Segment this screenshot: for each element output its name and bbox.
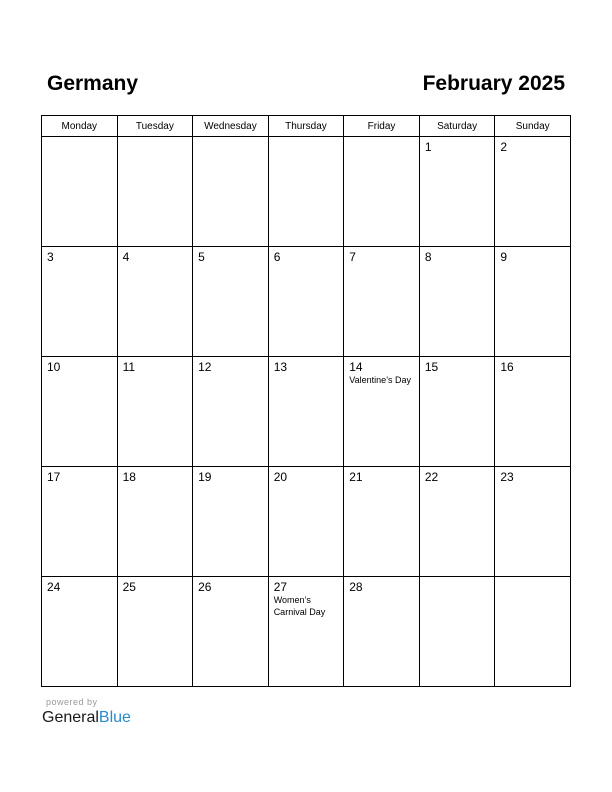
day-cell xyxy=(268,577,344,687)
day-number xyxy=(420,577,495,580)
weekday-header-sunday: Sunday xyxy=(495,116,571,137)
day-number xyxy=(193,137,268,140)
day-cell xyxy=(193,467,269,577)
day-number: 7 xyxy=(349,250,356,264)
powered-by-label: powered by xyxy=(46,697,98,707)
day-number: 9 xyxy=(500,250,508,264)
week-row-3 xyxy=(42,357,571,467)
day-number xyxy=(495,577,570,580)
day-cell xyxy=(42,357,118,467)
weekday-header-row xyxy=(42,116,571,137)
day-cell xyxy=(495,137,571,247)
day-cell xyxy=(495,577,571,687)
day-cell xyxy=(117,137,193,247)
day-cell xyxy=(193,577,269,687)
day-number: 8 xyxy=(424,250,432,264)
day-cell xyxy=(344,357,420,467)
day-number: 3 xyxy=(47,250,54,264)
day-number: 6 xyxy=(273,250,281,264)
day-number: 25 xyxy=(122,580,136,594)
day-number: 20 xyxy=(273,470,288,484)
day-cell xyxy=(344,577,420,687)
day-number: 10 xyxy=(47,360,61,374)
weekday-header-saturday: Saturday xyxy=(419,116,495,137)
day-cell xyxy=(268,357,344,467)
day-number xyxy=(344,137,419,140)
day-number: 21 xyxy=(349,470,363,484)
day-cell xyxy=(42,577,118,687)
day-cell xyxy=(117,357,193,467)
day-number xyxy=(269,137,344,140)
day-number: 26 xyxy=(198,580,212,594)
day-number: 28 xyxy=(349,580,363,594)
day-cell xyxy=(193,357,269,467)
logo-text-blue: Blue xyxy=(98,709,131,726)
week-row-2 xyxy=(42,247,571,357)
weekday-header-wednesday: Wednesday xyxy=(193,116,269,137)
day-cell xyxy=(42,137,118,247)
week-row-5 xyxy=(42,577,571,687)
day-cell xyxy=(495,357,571,467)
day-number: 19 xyxy=(198,470,212,484)
weekday-header-thursday: Thursday xyxy=(268,116,344,137)
day-cell xyxy=(419,577,495,687)
day-number: 15 xyxy=(424,360,439,374)
day-number: 1 xyxy=(424,140,432,154)
day-number: 24 xyxy=(47,580,61,594)
day-cell xyxy=(117,577,193,687)
day-number: 11 xyxy=(122,360,136,374)
day-cell xyxy=(42,247,118,357)
generalblue-logo[interactable] xyxy=(42,708,131,728)
weekday-header-monday: Monday xyxy=(42,116,118,137)
day-number: 16 xyxy=(500,360,514,374)
day-cell xyxy=(344,467,420,577)
weekday-header-friday: Friday xyxy=(344,116,420,137)
day-number xyxy=(118,137,193,140)
day-number: 27 xyxy=(273,580,288,594)
day-cell xyxy=(117,467,193,577)
day-number: 2 xyxy=(500,140,508,154)
calendar-grid xyxy=(41,115,571,687)
day-number: 5 xyxy=(198,250,205,264)
day-cell xyxy=(495,467,571,577)
day-cell xyxy=(419,467,495,577)
day-number: 14 xyxy=(349,360,363,374)
day-number xyxy=(42,137,117,140)
day-cell xyxy=(268,247,344,357)
day-cell xyxy=(268,467,344,577)
day-number: 18 xyxy=(122,470,136,484)
day-cell xyxy=(419,247,495,357)
day-cell xyxy=(268,137,344,247)
day-cell xyxy=(344,137,420,247)
country-title: Germany xyxy=(47,72,139,95)
day-number: 23 xyxy=(500,470,514,484)
month-title: February 2025 xyxy=(422,72,565,95)
week-row-4 xyxy=(42,467,571,577)
day-cell xyxy=(344,247,420,357)
week-row-1 xyxy=(42,137,571,247)
holiday-label: Women’s Carnival Day xyxy=(273,595,326,617)
day-number: 22 xyxy=(424,470,439,484)
day-cell xyxy=(193,247,269,357)
logo-text-general: General xyxy=(42,709,99,726)
day-cell xyxy=(193,137,269,247)
holiday-label: Valentine’s Day xyxy=(349,375,411,385)
day-number: 17 xyxy=(47,470,61,484)
day-cell xyxy=(495,247,571,357)
weekday-header-tuesday: Tuesday xyxy=(117,116,193,137)
day-number: 13 xyxy=(273,360,288,374)
day-cell xyxy=(419,357,495,467)
day-cell xyxy=(419,137,495,247)
day-number: 12 xyxy=(198,360,212,374)
day-cell xyxy=(42,467,118,577)
day-number: 4 xyxy=(122,250,130,264)
day-cell xyxy=(117,247,193,357)
